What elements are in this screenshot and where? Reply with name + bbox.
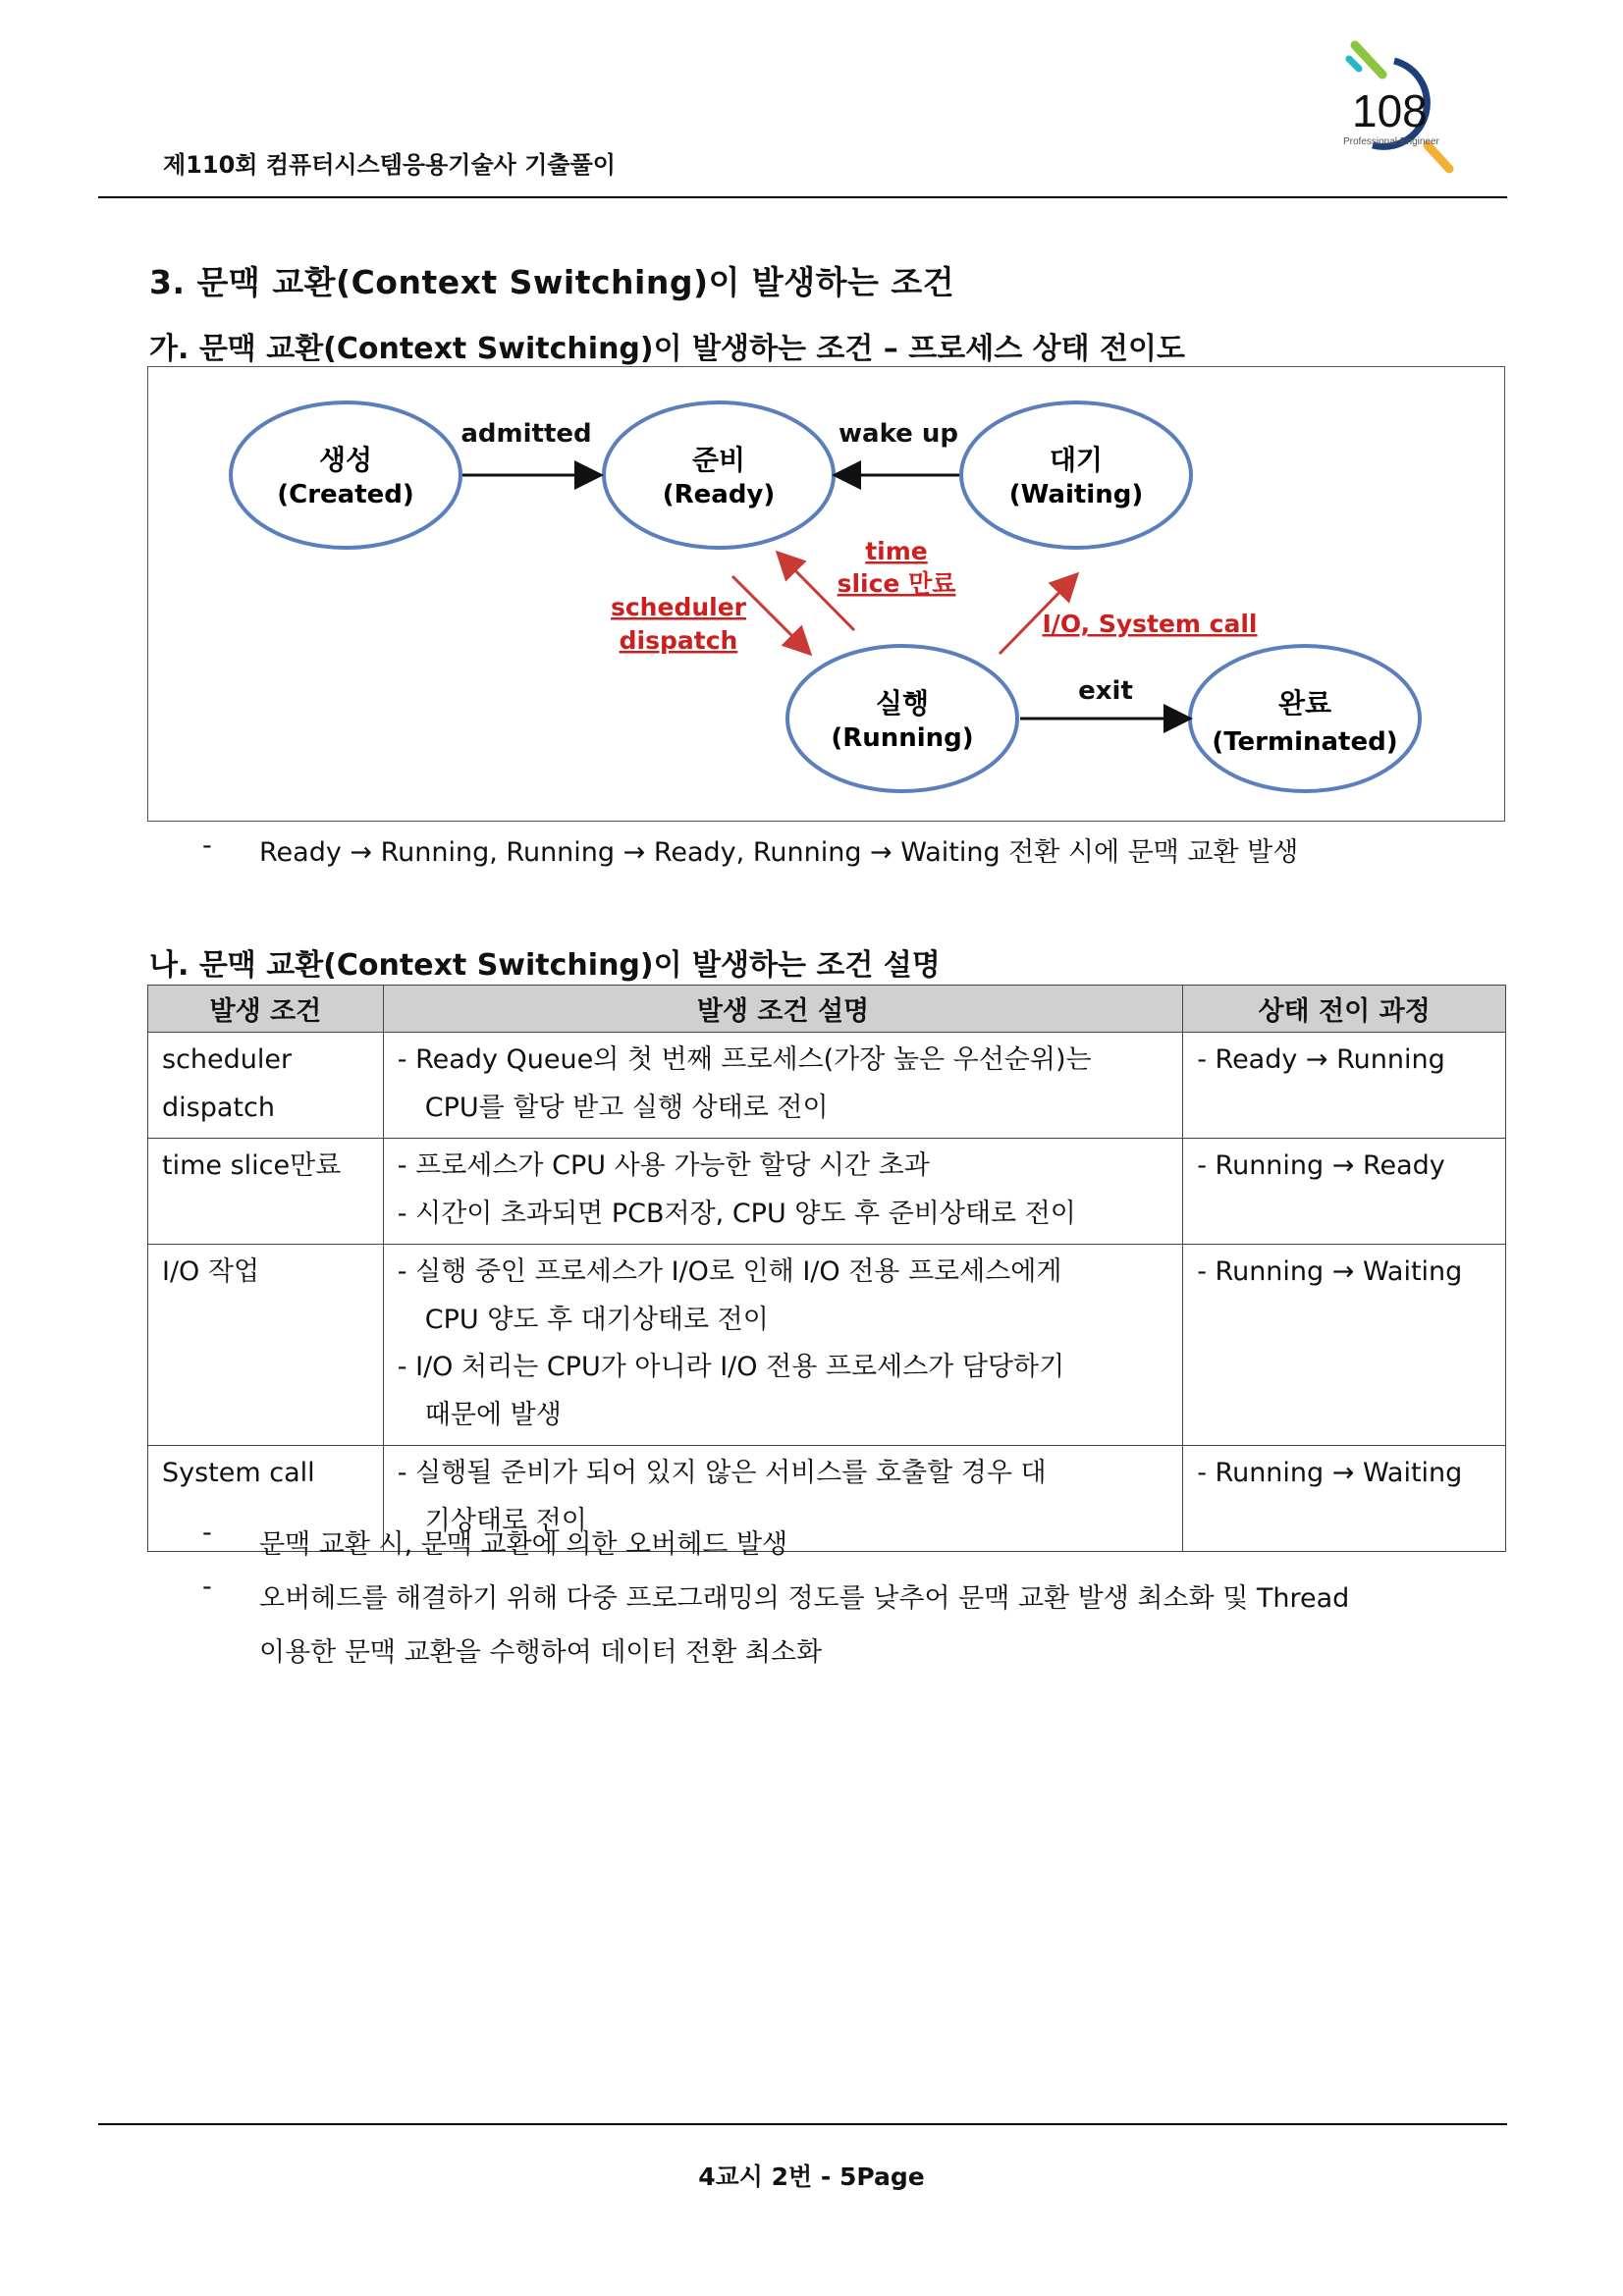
state-terminated-en: (Terminated) bbox=[1212, 727, 1398, 757]
cell-description bbox=[383, 1245, 1182, 1446]
transition-text: - Ready → Running bbox=[1197, 1044, 1445, 1075]
table-note-text: 문맥 교환 시, 문맥 교환에 의한 오버헤드 발생 bbox=[259, 1529, 788, 1560]
subsection-b-title: 나. 문맥 교환(Context Switching)이 발생하는 조건 설명 bbox=[149, 948, 941, 983]
state-waiting-ko: 대기 bbox=[1049, 444, 1104, 476]
state-ready-en: (Ready) bbox=[662, 480, 776, 509]
condition-table bbox=[147, 985, 1506, 1552]
logo bbox=[1325, 35, 1473, 183]
bullet-dash: - bbox=[202, 1572, 212, 1602]
page-number: 4교시 2번 - 5Page bbox=[698, 2163, 925, 2191]
bullet-dash: - bbox=[202, 830, 212, 861]
label-time: time bbox=[865, 537, 928, 565]
label-exit: exit bbox=[1078, 676, 1133, 706]
table-row bbox=[148, 1245, 1506, 1446]
state-diagram-svg bbox=[148, 367, 1506, 823]
description-line: 기상태로 전이 bbox=[424, 1505, 587, 1536]
table-row bbox=[148, 1033, 1506, 1139]
header-divider bbox=[98, 196, 1507, 198]
label-io-system-call: I/O, System call bbox=[1042, 610, 1258, 638]
header-transition: 상태 전이 과정 bbox=[1183, 986, 1506, 1033]
table-note-2 bbox=[202, 1572, 1349, 1680]
label-admitted: admitted bbox=[460, 419, 592, 449]
description-line: - 실행 중인 프로세스가 I/O로 인해 I/O 전용 프로세스에게 bbox=[397, 1256, 1062, 1287]
cell-transition bbox=[1183, 1139, 1506, 1245]
state-running bbox=[787, 646, 1017, 791]
state-running-ko: 실행 bbox=[875, 687, 930, 720]
state-terminated-ko: 완료 bbox=[1277, 687, 1332, 720]
condition-text: dispatch bbox=[162, 1092, 275, 1123]
description-line: - 프로세스가 CPU 사용 가능한 할당 시간 초과 bbox=[397, 1150, 930, 1181]
table-note-text-block bbox=[259, 1572, 1349, 1680]
transition-text: - Running → Ready bbox=[1197, 1150, 1445, 1181]
state-transition-diagram bbox=[147, 366, 1505, 822]
cell-condition bbox=[148, 1245, 384, 1446]
label-dispatch: dispatch bbox=[619, 626, 738, 655]
cell-transition bbox=[1183, 1245, 1506, 1446]
subsection-a-title: 가. 문맥 교환(Context Switching)이 발생하는 조건 – 프로세스 상태 전이도 bbox=[149, 332, 1185, 366]
table-note-text: 오버헤드를 해결하기 위해 다중 프로그래밍의 정도를 낮추어 문맥 교환 발생 최소화 및 Thread bbox=[259, 1583, 1350, 1614]
bullet-dash: - bbox=[202, 1518, 212, 1548]
logo-caption: Professional Engineer bbox=[1343, 136, 1439, 147]
condition-text: System call bbox=[162, 1458, 315, 1488]
state-ready bbox=[604, 402, 834, 548]
footer-divider bbox=[98, 2123, 1507, 2125]
transition-text: - Running → Waiting bbox=[1197, 1256, 1463, 1287]
cell-description bbox=[383, 1139, 1182, 1245]
description-line: - Ready Queue의 첫 번째 프로세스(가장 높은 우선순위)는 bbox=[397, 1044, 1092, 1075]
state-waiting bbox=[961, 402, 1191, 548]
table-row bbox=[148, 1139, 1506, 1245]
cell-condition bbox=[148, 1033, 384, 1139]
label-wake-up: wake up bbox=[839, 419, 958, 449]
transition-text: - Running → Waiting bbox=[1197, 1458, 1463, 1488]
cell-description bbox=[383, 1033, 1182, 1139]
description-line: 때문에 발생 bbox=[424, 1399, 562, 1430]
state-created bbox=[231, 402, 460, 548]
state-created-ko: 생성 bbox=[318, 444, 373, 476]
description-line: - I/O 처리는 CPU가 아니라 I/O 전용 프로세스가 담당하기 bbox=[397, 1352, 1065, 1382]
header-description: 발생 조건 설명 bbox=[383, 986, 1182, 1033]
label-scheduler: scheduler bbox=[610, 593, 747, 621]
description-line: CPU를 할당 받고 실행 상태로 전이 bbox=[424, 1092, 829, 1123]
cell-transition bbox=[1183, 1446, 1506, 1552]
diagram-note-text: Ready → Running, Running → Ready, Running → Waiting 전환 시에 문맥 교환 발생 bbox=[259, 837, 1299, 868]
state-ready-ko: 준비 bbox=[691, 444, 746, 476]
state-waiting-en: (Waiting) bbox=[1008, 480, 1144, 509]
state-created-en: (Created) bbox=[277, 480, 414, 509]
header-condition: 발생 조건 bbox=[148, 986, 384, 1033]
condition-text: scheduler bbox=[162, 1044, 293, 1075]
condition-text: time slice만료 bbox=[162, 1150, 342, 1181]
condition-text: I/O 작업 bbox=[162, 1256, 260, 1287]
state-terminated bbox=[1190, 646, 1420, 791]
label-slice-expired: slice 만료 bbox=[837, 569, 956, 598]
table-header-row bbox=[148, 986, 1506, 1033]
logo-number: 108 bbox=[1352, 85, 1428, 136]
cell-condition bbox=[148, 1139, 384, 1245]
section-title: 3. 문맥 교환(Context Switching)이 발생하는 조건 bbox=[149, 263, 955, 301]
diagram-note bbox=[202, 830, 1298, 869]
table-note-text: 이용한 문맥 교환을 수행하여 데이터 전환 최소화 bbox=[259, 1637, 823, 1668]
cell-transition bbox=[1183, 1033, 1506, 1139]
state-running-en: (Running) bbox=[831, 723, 974, 753]
logo-graphic bbox=[1325, 35, 1473, 183]
document-header-title: 제110회 컴퓨터시스템응용기술사 기출풀이 bbox=[163, 151, 616, 179]
table-note-1 bbox=[202, 1518, 787, 1572]
description-line: - 시간이 초과되면 PCB저장, CPU 양도 후 준비상태로 전이 bbox=[397, 1198, 1076, 1229]
description-line: CPU 양도 후 대기상태로 전이 bbox=[424, 1304, 769, 1335]
description-line: - 실행될 준비가 되어 있지 않은 서비스를 호출할 경우 대 bbox=[397, 1458, 1047, 1488]
